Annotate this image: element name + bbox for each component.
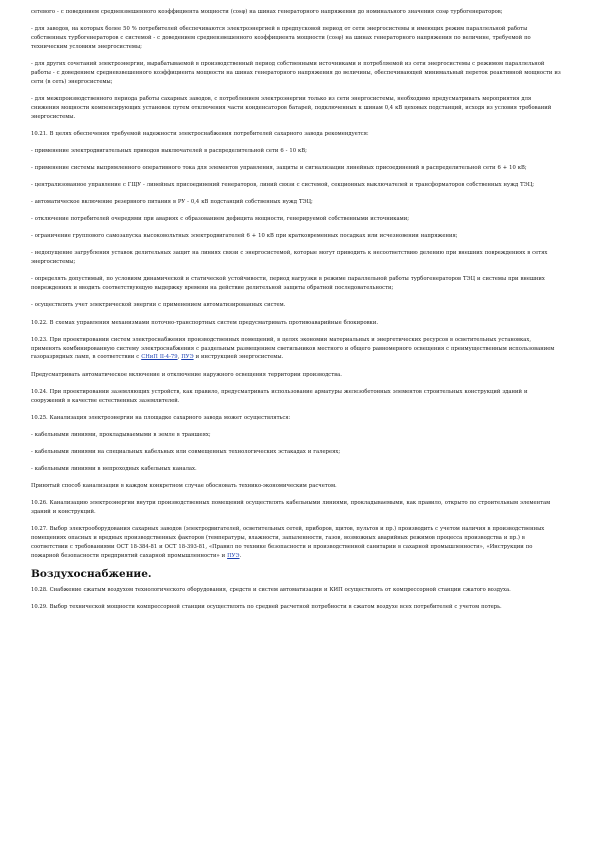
clause-text: 10.27. Выбор электрооборудования сахарных заводов (электродвигателей, осветительных сетей, приборов, щитов, пультов и пр.) производить с учетом наличия в производственных помещениях опасных и вредных производственных факторов (температуры, влажности, запыленности, газов, возможных аварийных режимов процесса производства и пр.) в соответствии с требованиями ОСТ 18-384-81 и ОСТ 18-393-81, «Правил по технике безопасности и производственной санитарии в сахарной промышленности», «Инструкции по пожарной безопасности предприятий сахарной промышленности» и: [31, 526, 545, 559]
list-item: - кабельными линиями на специальных кабельных или совмещенных технологических эстакадах и галереях;: [31, 448, 341, 455]
paragraph: сетевого - с поведением средневзвешенного коэффициента мощности (cosφ) на шинах генераторного напряжения до номинального значения cosφ турбогенераторов;: [31, 9, 503, 15]
list-item: - недопущение загрубления уставок делительных защит на линиях связи с энергосистемой, которые могут приводить к несоответствию делению при внешних повреждениях в сетях энергосистемы;: [31, 250, 548, 266]
list-item: - кабельными линиями в непроходных кабельных каналах.: [31, 465, 197, 472]
clause-text: 10.23. При проектировании систем электроснабжения производственных помещений, в целях экономии материальных и энергетических ресурсов в осветительных установках, применять комбинированную систему электроснабжения с раздельным размещением светильников местного и общего равномерного освещения с преимущественным использованием газоразрядных ламп, в соответствии с: [31, 336, 555, 361]
document-page: [31, 8, 561, 612]
clause-10-29: 10.29. Выбор технической мощности компрессорной станции осуществлять по средней расчетной потребности в сжатом воздухе всех потребителей с учетом потерь.: [31, 604, 502, 611]
list-item: - применение электродвигательных приводов выключателей в распределительной сети 6 - 10 кВ;: [31, 147, 307, 154]
paragraph: Предусматривать автоматическое включение и отключение наружного освещения территории производства.: [31, 371, 342, 378]
pue-link[interactable]: ПУЭ: [181, 354, 194, 361]
clause-text: .: [239, 552, 242, 559]
paragraph: - для других сочетаний электроэнергии, вырабатываемой в производственный период собственными источниками и потребляемой из сети энергосистемы с режимом параллельной работы - с доведением средневзвешенного коэффициента мощности на шинах генераторного напряжения до величины, обеспечивающей минимальный переток реактивной мощности из сети (в сеть) энергосистемы;: [31, 61, 561, 85]
list-item: - осуществлять учет электрической энергии с применением автоматизированных систем.: [31, 302, 286, 309]
pue-link[interactable]: ПУЭ: [227, 552, 240, 559]
paragraph: Принятый способ канализации в каждом конкретном случае обосновать технико-экономическим расчетом.: [31, 483, 337, 490]
list-item: - ограничение группового самозапуска высоковольтных электродвигателей 6 + 10 кВ при кратковременных посадках или исчезновении напряжения;: [31, 233, 458, 240]
clause-10-25: 10.25. Канализация электроэнергии на площадке сахарного завода может осуществляться:: [31, 414, 291, 421]
separator: ,: [177, 354, 182, 361]
list-item: - применение системы выпрямленного оперативного тока для элементов управления, защиты и сигнализации линейных присоединений в распределительной сети 6 + 10 кВ;: [31, 165, 527, 171]
list-item: - отключение потребителей очередями при авариях с образованием дефицита мощности, генерируемой собственными источниками;: [31, 216, 410, 223]
clause-10-27: [31, 525, 561, 561]
list-item: - определять допустимый, по условиям динамической и статической устойчивости, период нагрузки в режиме параллельной работы турбогенераторов ТЭЦ и системы при внешних повреждениях и вводить соответствующую выдержку времени на действие делительной защиты обратной последовательности;: [31, 276, 545, 292]
clause-10-26: 10.26. Канализацию электроэнергии внутри производственных помещений осуществлять кабельными линиями, прокладываемыми, как правило, открыто по строительным элементам зданий и конструкций.: [31, 500, 551, 516]
list-item: - централизованное управление с ГЩУ - линейных присоединений генераторов, линий связи с системой, секционных выключателей и трансформаторов собственных нужд ТЭЦ;: [31, 182, 535, 189]
clause-10-22: 10.22. В схемах управления механизмами поточно-транспортных систем предусматривать противоаварийные блокировки.: [31, 319, 379, 326]
section-heading: Воздухоснабжение.: [31, 567, 152, 580]
clause-10-28: 10.28. Снабжение сжатым воздухом технологического оборудования, средств и систем автоматизации и КИП осуществлять от компрессорной станции сжатого воздуха.: [31, 587, 511, 594]
paragraph: - для межпроизводственного периода работы сахарных заводов, с потреблением электроэнергии только из сети энергосистемы, необходимо предусматривать мероприятия для снижения мощности компенсирующих установок путем отключения части конденсаторов батарей, подключенных к шинам 0,4 кВ цеховых подстанций, исходя из условия требований энергосистемы.: [31, 95, 552, 120]
list-item: - автоматическое включение резервного питания в РУ - 0,4 кВ подстанций собственных нужд ТЭЦ;: [31, 199, 313, 206]
clause-text: и инструкцией энергосистемы.: [193, 354, 284, 361]
clause-10-23: [31, 336, 561, 363]
snip-link[interactable]: СНиП II-4-79: [141, 354, 178, 361]
paragraph: - для заводов, на которых более 50 % потребителей обеспечиваются электроэнергией в предпусковой период от сети энергосистемы и имеющих режим параллельной работы собственных турбогенераторов с системой - с доведением средневзвешенного коэффициента мощности (cosφ) на шинах генераторного напряжения по величине, требуемой по техническим условиям энергосистемы;: [31, 26, 531, 50]
list-item: - кабельными линиями, прокладываемыми в земле в траншеях;: [31, 431, 211, 438]
clause-10-24: 10.24. При проектировании заземляющих устройств, как правило, предусматривать использование арматуры железобетонных элементов строительных конструкций зданий и сооружений в качестве естественных заземлителей.: [31, 388, 528, 404]
clause-10-21: 10.21. В целях обеспечения требуемой надежности электроснабжения потребителей сахарного завода рекомендуется:: [31, 130, 369, 137]
